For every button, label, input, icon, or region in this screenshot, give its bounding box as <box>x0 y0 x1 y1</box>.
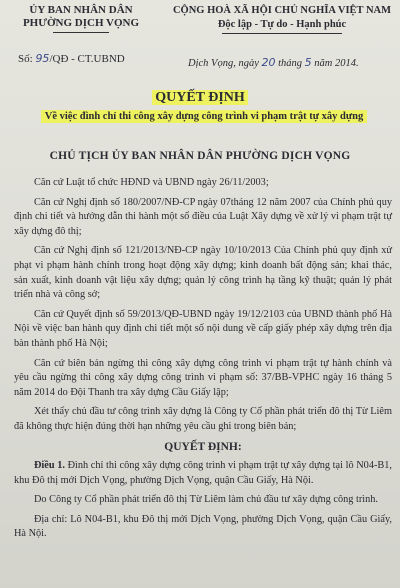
date-year: năm 2014. <box>314 58 359 69</box>
date-month: 5 <box>304 56 312 69</box>
motto-underline <box>222 33 342 34</box>
date-month-label: tháng <box>278 58 303 69</box>
basis-paragraph: Căn cứ Nghị định số 180/2007/NĐ-CP ngày 07tháng 12 năm 2007 của Chính phủ quy định chi tiết và hướng dẫn thi hành một số điều của Luật Xây dựng về xử lý vi phạm trật tự xây dựng đô thị; <box>14 196 392 237</box>
issuing-authority <box>6 4 156 33</box>
issuer-title: CHỦ TỊCH ỦY BAN NHÂN DÂN PHƯỜNG DỊCH VỌNG <box>49 150 351 162</box>
authority-line-1: ỦY BAN NHÂN DÂN <box>29 4 133 16</box>
article-line: Do Công ty Cổ phần phát triển đô thị Từ Liêm làm chủ đầu tư xây dựng công trình. <box>34 494 379 506</box>
document-title <box>0 90 400 106</box>
document-number <box>18 52 125 65</box>
number-suffix: /QĐ - CT.UBND <box>49 53 125 65</box>
document-body <box>14 176 392 547</box>
date-place: Dịch Vọng, ngày <box>188 58 259 69</box>
document-subject <box>24 111 384 122</box>
national-header <box>168 4 396 34</box>
decision-heading: QUYẾT ĐỊNH: <box>164 440 242 453</box>
article-1-text: Đình chỉ thi công xây dựng công trình vi phạm trật tự xây dựng tại lô N04-B1, khu Đô thị mới Dịch Vọng, phường Dịch Vọng, quận Cầu Giấy, Hà Nội. <box>14 460 392 486</box>
issue-date <box>188 56 359 69</box>
document-title-text: QUYẾT ĐỊNH <box>152 90 248 105</box>
number-handwritten: 95 <box>35 52 50 65</box>
basis-paragraph: Căn cứ biên bản ngừng thi công xây dựng công trình vi phạm trật tự hành chính và yêu cầu ngừng thi công xây dựng công trình vi phạm số: 37/BB-VPHC ngày 16 tháng 5 năm 2014 do Đội Thanh tra xây dựng Cầu Giấy lập; <box>14 357 392 398</box>
article-1 <box>14 459 392 488</box>
document-subject-text: Về việc đình chỉ thi công xây dựng công trình vi phạm trật tự xây dựng <box>41 110 367 123</box>
basis-paragraph: Xét thấy chủ đầu tư công trình xây dựng là Công ty Cổ phần phát triển đô thị Từ Liêm đã không thực hiện đúng thời hạn những yêu cầu ghi trong biên bản; <box>14 406 392 432</box>
article-1-label: Điều 1. <box>34 460 65 472</box>
basis-paragraph: Căn cứ Luật tổ chức HĐND và UBND ngày 26/11/2003; <box>34 177 269 188</box>
article-line: Địa chỉ: Lô N04-B1, khu Đô thị mới Dịch Vọng, phường Dịch Vọng, quận Cầu Giấy, Hà Nội. <box>14 513 392 540</box>
authority-underline <box>53 32 109 33</box>
national-motto: Độc lập - Tự do - Hạnh phúc <box>217 19 347 30</box>
basis-paragraph: Căn cứ Nghị định số 121/2013/NĐ-CP ngày 10/10/2013 Của Chính phủ quy định xử phạt vi phạm hành chính trong hoạt động xây dựng; kinh doanh bất động sản; khai thác, sản xuất, kinh doanh vật liệu xây dựng; quản lý công trình hạ tầng kỹ thuật; quản lý phát triển nhà và công sở; <box>14 245 392 301</box>
basis-paragraph: Căn cứ Quyết định số 59/2013/QĐ-UBND ngày 19/12/2103 của UBND thành phố Hà Nội về việc ban hành quy định chi tiết một số nội dung về cấp giấy phép xây dựng trên địa bàn thành phố Hà Nội; <box>14 308 392 349</box>
date-day: 20 <box>261 56 276 69</box>
number-prefix: Số: <box>18 53 33 65</box>
authority-line-2: PHƯỜNG DỊCH VỌNG <box>22 17 140 29</box>
country-name: CỘNG HOÀ XÃ HỘI CHỦ NGHĨA VIỆT NAM <box>172 5 392 16</box>
